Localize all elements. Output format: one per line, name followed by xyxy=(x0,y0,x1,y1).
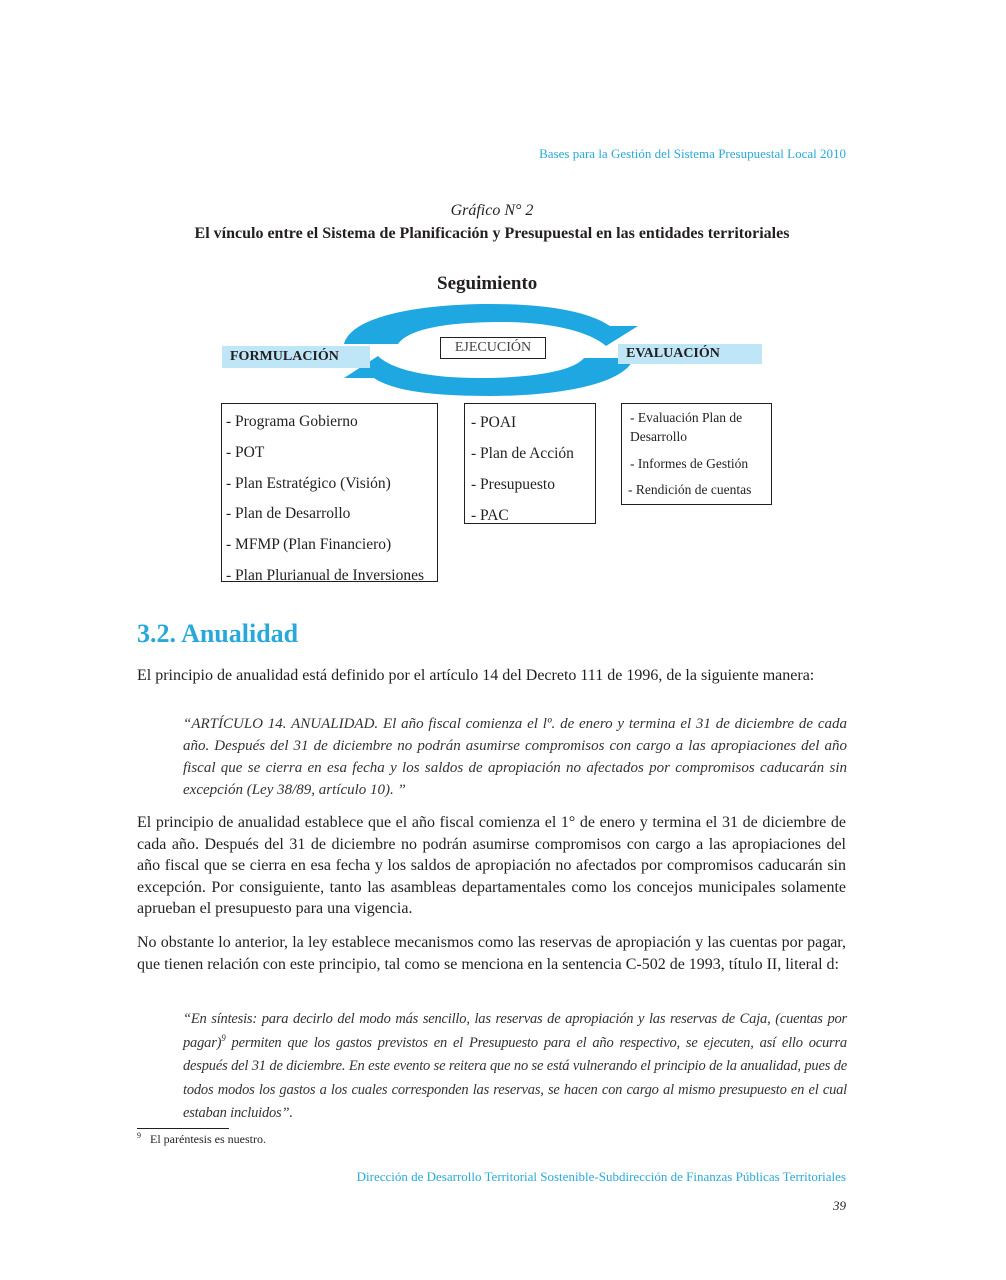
ejecucion-list xyxy=(464,403,596,524)
page-number: 39 xyxy=(833,1198,846,1213)
seguimiento-label: Seguimiento xyxy=(437,273,538,294)
body-paragraph: No obstante lo anterior, la ley establece mecanismos como las reservas de apropiación y las cuentas por pagar, que tienen relación con este principio, tal como se menciona en la sentencia C-502 de 1993, título II, literal d: xyxy=(137,934,846,973)
footnote-divider xyxy=(137,1128,229,1129)
running-footer: Dirección de Desarrollo Territorial Sostenible-Subdirección de Finanzas Públicas Territoriales xyxy=(356,1169,846,1184)
list-item: - MFMP (Plan Financiero) xyxy=(226,536,392,554)
list-item: - Plan Estratégico (Visión) xyxy=(226,474,391,492)
section-heading: 3.2. Anualidad xyxy=(137,619,299,648)
bottom-arrow xyxy=(344,356,634,396)
ejecucion-label: EJECUCIÓN xyxy=(440,337,546,359)
evaluacion-list xyxy=(621,403,772,505)
planning-budget-diagram xyxy=(0,0,1006,600)
intro-paragraph: El principio de anualidad está definido por el artículo 14 del Decreto 111 de 1996, de la siguiente manera: xyxy=(137,667,815,684)
formulacion-label: FORMULACIÓN xyxy=(222,346,370,368)
evaluacion-label: EVALUACIÓN xyxy=(618,344,762,364)
list-item: - PAC xyxy=(471,507,509,524)
list-item: - Rendición de cuentas xyxy=(628,482,752,497)
list-item: - Plan de Desarrollo xyxy=(226,505,351,523)
quote-text: permiten que los gastos previstos en el Presupuesto para el año respectivo, se ejecuten, así ello ocurra después del 31 de diciembre. En este evento se reitera que no se está vulnerando el principio de la anualidad, pues de todos modos los gastos a los cuales corresponden las reservas, se hacen con cargo al mismo presupuesto en el cual estaban incluidos”. xyxy=(183,1034,847,1121)
list-item: - Plan Plurianual de Inversiones xyxy=(226,566,425,584)
running-header: Bases para la Gestión del Sistema Presupuestal Local 2010 xyxy=(539,146,846,161)
list-item: - Programa Gobierno xyxy=(226,413,358,430)
footnote xyxy=(137,1131,266,1147)
list-item: - POAI xyxy=(471,414,517,431)
footnote-reference[interactable]: 9 xyxy=(221,1032,226,1043)
list-item: - Plan de Acción xyxy=(471,445,574,462)
formulacion-list xyxy=(221,403,438,582)
quote-article-14: “ARTÍCULO 14. ANUALIDAD. El año fiscal comienza el lº. de enero y termina el 31 de diciembre de cada año. Después del 31 de diciembre no podrán asumirse compromisos con cargo a las apropiaciones del año fiscal que se cierra en esa fecha y los saldos de apropiación no afectados por compromisos caducarán sin excepción (Ley 38/89, artículo 10). ” xyxy=(183,716,847,798)
figure-title: El vínculo entre el Sistema de Planificación y Presupuestal en las entidades territoriales xyxy=(194,225,790,242)
figure-number: Gráfico N° 2 xyxy=(450,202,534,219)
list-item: - Informes de Gestión xyxy=(630,456,749,471)
quote-sentencia xyxy=(183,1008,847,1126)
quote-text: “En síntesis: para decirlo del modo más sencillo, las reservas de apropiación y las reservas de Caja, (cuentas por pagar) xyxy=(183,1011,847,1051)
list-item: - Presupuesto xyxy=(471,476,555,493)
list-item: - POT xyxy=(226,443,265,461)
list-item: - Evaluación Plan de Desarrollo xyxy=(630,410,743,444)
footnote-mark: 9 xyxy=(137,1131,141,1140)
body-paragraph: El principio de anualidad establece que el año fiscal comienza el 1° de enero y termina el 31 de diciembre de cada año. Después del 31 de diciembre no podrán asumirse compromisos con cargo a las apropiaciones del año fiscal que se cierra en esa fecha y los saldos de apropiación no afectados por compromisos caducarán sin excepción. Por consiguiente, tanto las asambleas departamentales como los concejos municipales solamente aprueban el presupuesto para una vigencia. xyxy=(137,814,846,917)
footnote-text: El paréntesis es nuestro. xyxy=(150,1132,266,1146)
